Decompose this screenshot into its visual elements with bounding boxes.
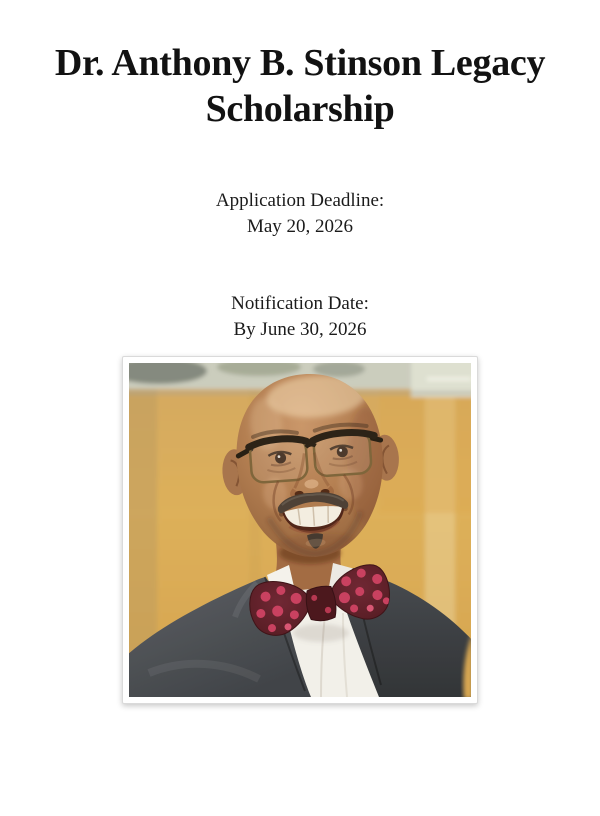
portrait-photo-frame [122, 356, 478, 704]
deadline-label: Application Deadline: [215, 190, 385, 211]
scholarship-page [0, 40, 600, 816]
notification-date: By June 30, 2026 [233, 319, 367, 340]
deadline-section [0, 188, 600, 240]
notification-section [0, 291, 600, 343]
page-title: Dr. Anthony B. Stinson Legacy Scholarship [54, 42, 546, 130]
notification-label: Notification Date: [231, 293, 369, 314]
portrait-image [129, 363, 471, 697]
deadline-date: May 20, 2026 [246, 216, 354, 237]
